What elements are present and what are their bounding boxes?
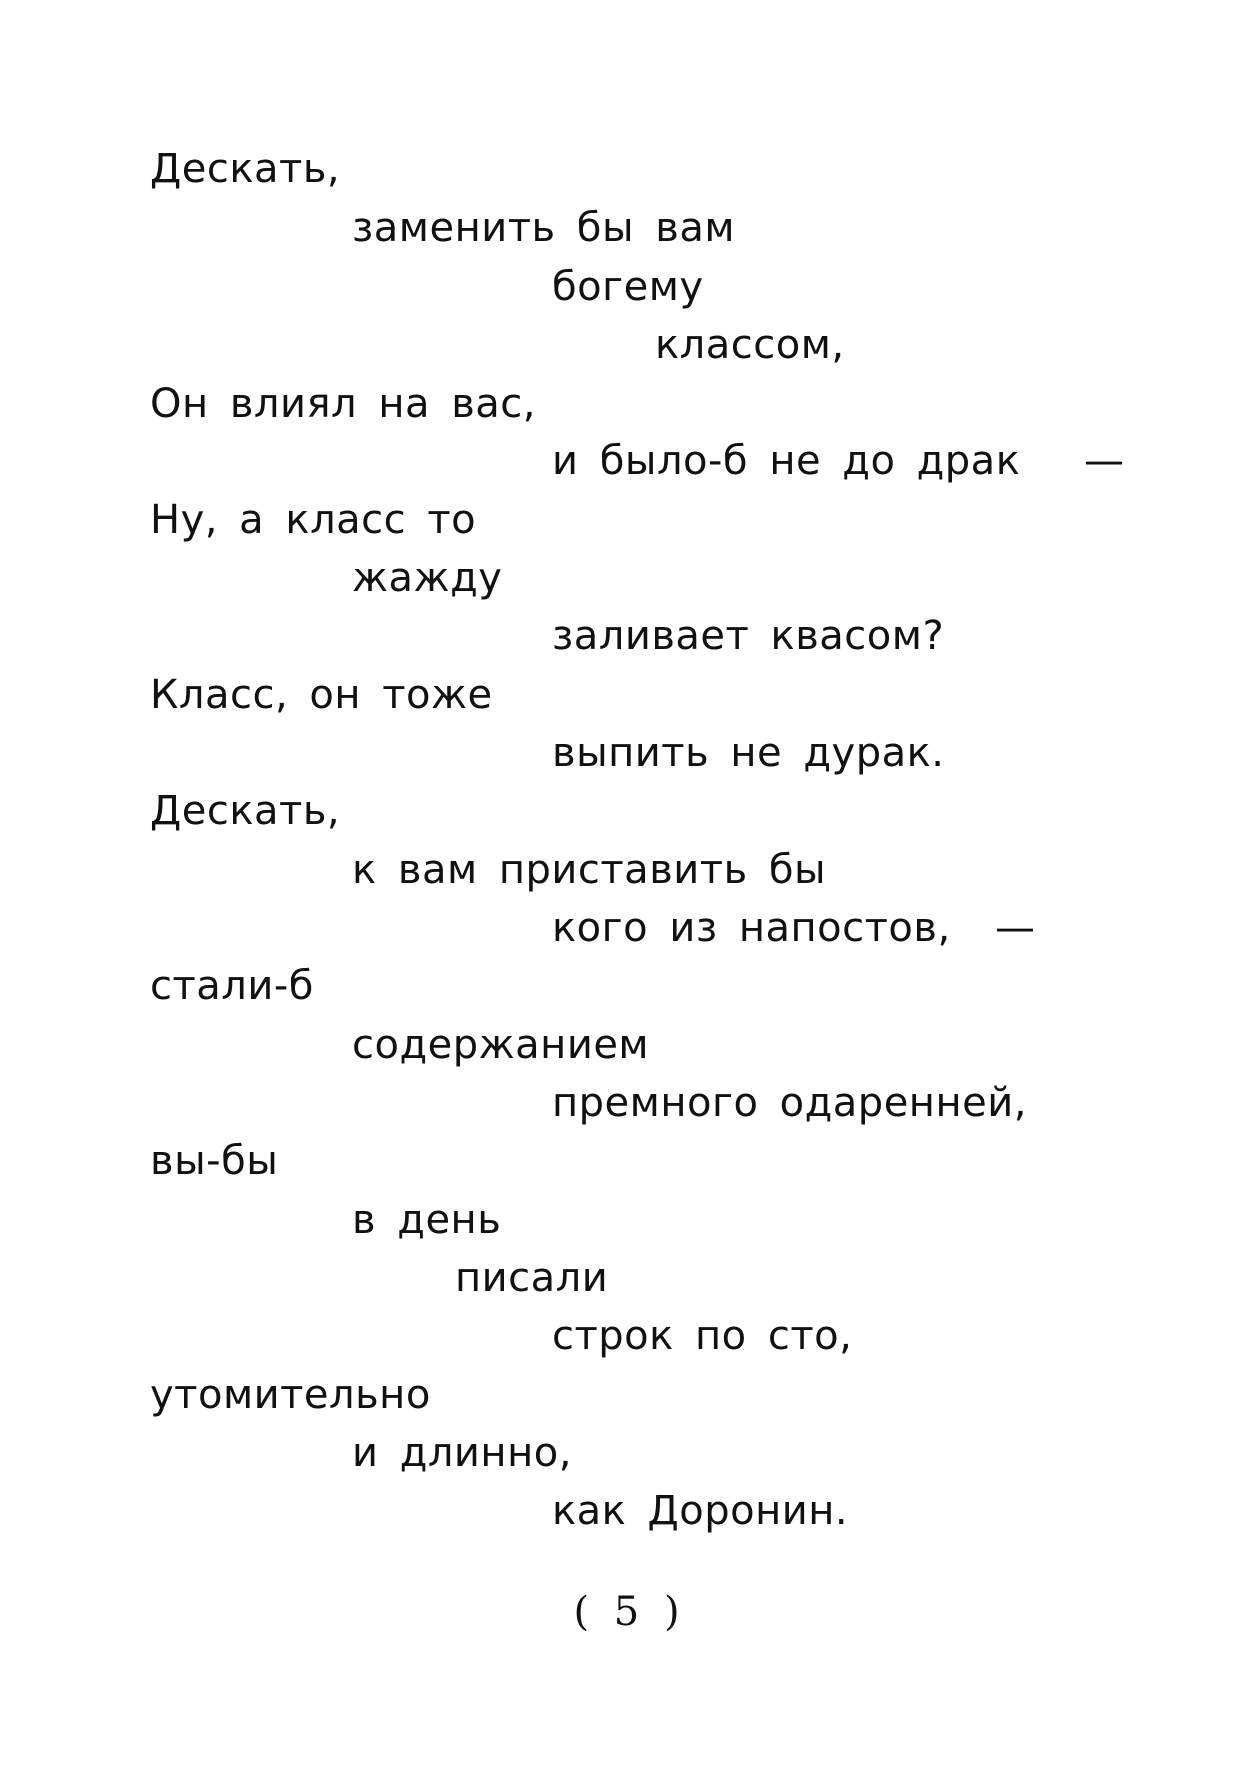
poem-line: строк по сто, [552, 1313, 853, 1359]
poem-line: Ну, а класс то [150, 497, 477, 543]
poem-line: заменить бы вам [352, 205, 736, 251]
poem-line: утомительно [150, 1372, 431, 1418]
poem-dash: — [995, 905, 1035, 951]
page-number: ( 5 ) [573, 1589, 686, 1635]
poem-line: писали [455, 1255, 609, 1301]
poem-dash: — [1084, 438, 1124, 484]
poem-line: Дескать, [150, 788, 341, 834]
poem-line: классом, [655, 322, 845, 368]
poem-line: заливает квасом? [552, 613, 945, 659]
poem-line: и было-б не до драк [552, 438, 1021, 484]
poem-line: Дескать, [150, 146, 341, 192]
poem-line: в день [352, 1197, 502, 1243]
poem-line: кого из напостов, [552, 905, 951, 951]
poem-line: к вам приставить бы [352, 847, 827, 893]
poem-line: как Доронин. [552, 1488, 849, 1534]
poem-line: стали-б [150, 963, 314, 1009]
poem-line: премного одаренней, [552, 1080, 1027, 1126]
poem-line: выпить не дурак. [552, 730, 945, 776]
poem-line: и длинно, [352, 1430, 572, 1476]
poem-line: вы-бы [150, 1138, 279, 1184]
poem-line: содержанием [352, 1022, 650, 1068]
poem-line: Он влиял на вас, [150, 381, 537, 427]
poem-line: Класс, он тоже [150, 672, 493, 718]
poem-line: богему [552, 264, 704, 310]
poem-line: жажду [352, 555, 503, 601]
